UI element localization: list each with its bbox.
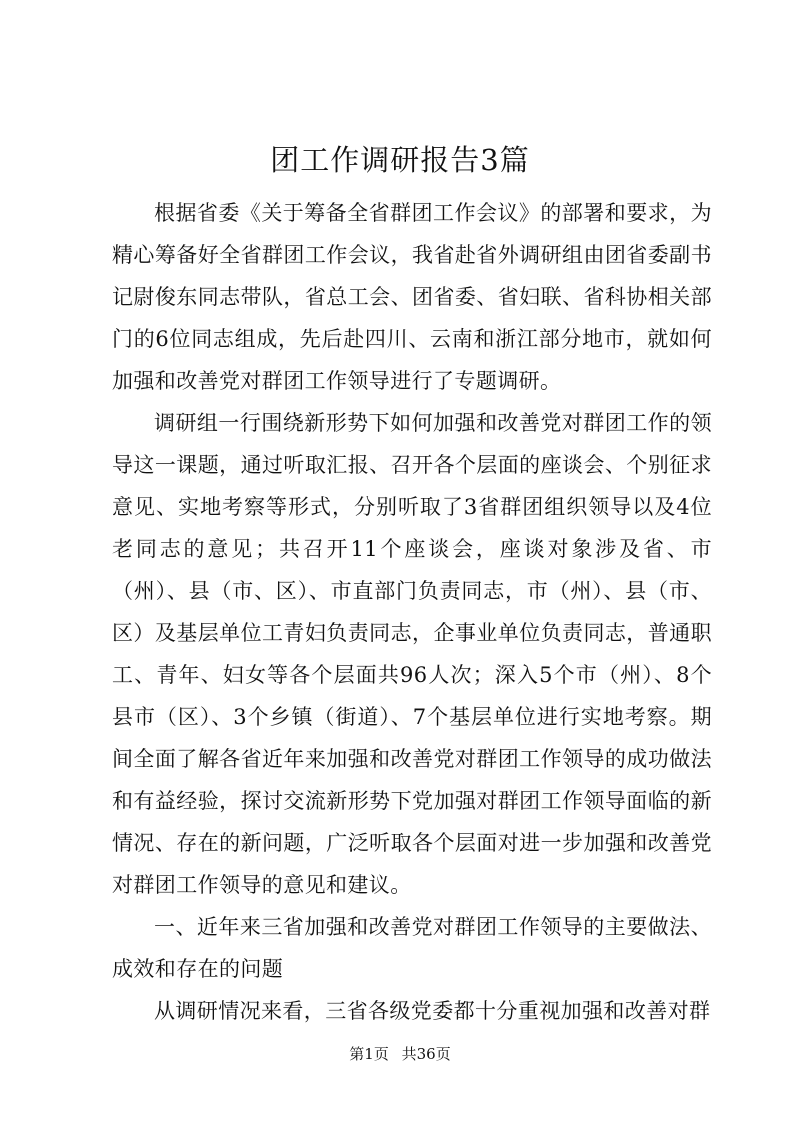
- paragraph-intro: 根据省委《关于筹备全省群团工作会议》的部署和要求，为精心筹备好全省群团工作会议，我省赴省外调研组由团省委副书记尉俊东同志带队，省总工会、团省委、省妇联、省科协相关部门的6位同志组成，先后赴四川、云南和浙江部分地市，就如何加强和改善党对群团工作领导进行了专题调研。: [112, 201, 712, 393]
- section-heading-one: 一、近年来三省加强和改善党对群团工作领导的主要做法、成效和存在的问题: [112, 915, 712, 981]
- page-footer: [0, 1044, 800, 1064]
- document-title: 团工作调研报告3篇: [270, 143, 530, 177]
- paragraph-research-overview: 调研组一行围绕新形势下如何加强和改善党对群团工作的领导这一课题，通过听取汇报、召开各个层面的座谈会、个别征求意见、实地考察等形式，分别听取了3省群团组织领导以及4位老同志的意见；共召开11个座谈会，座谈对象涉及省、市（州）、县（市、区）、市直部门负责同志，市（州）、县（市、区）及基层单位工青妇负责同志，企事业单位负责同志，普通职工、青年、妇女等各个层面共96人次；深入5个市（州）、8个县市（区）、3个乡镇（街道）、7个基层单位进行实地考察。期间全面了解各省近年来加强和改善党对群团工作领导的成功做法和有益经验，探讨交流新形势下党加强对群团工作领导面临的新情况、存在的新问题，广泛听取各个层面对进一步加强和改善党对群团工作领导的意见和建议。: [112, 411, 712, 897]
- page-number: 第1页: [349, 1045, 389, 1063]
- paragraph-findings: 从调研情况来看，三省各级党委都十分重视加强和改善对群: [154, 999, 711, 1023]
- document-body: [112, 192, 712, 1032]
- page-total: 共36页: [401, 1045, 451, 1063]
